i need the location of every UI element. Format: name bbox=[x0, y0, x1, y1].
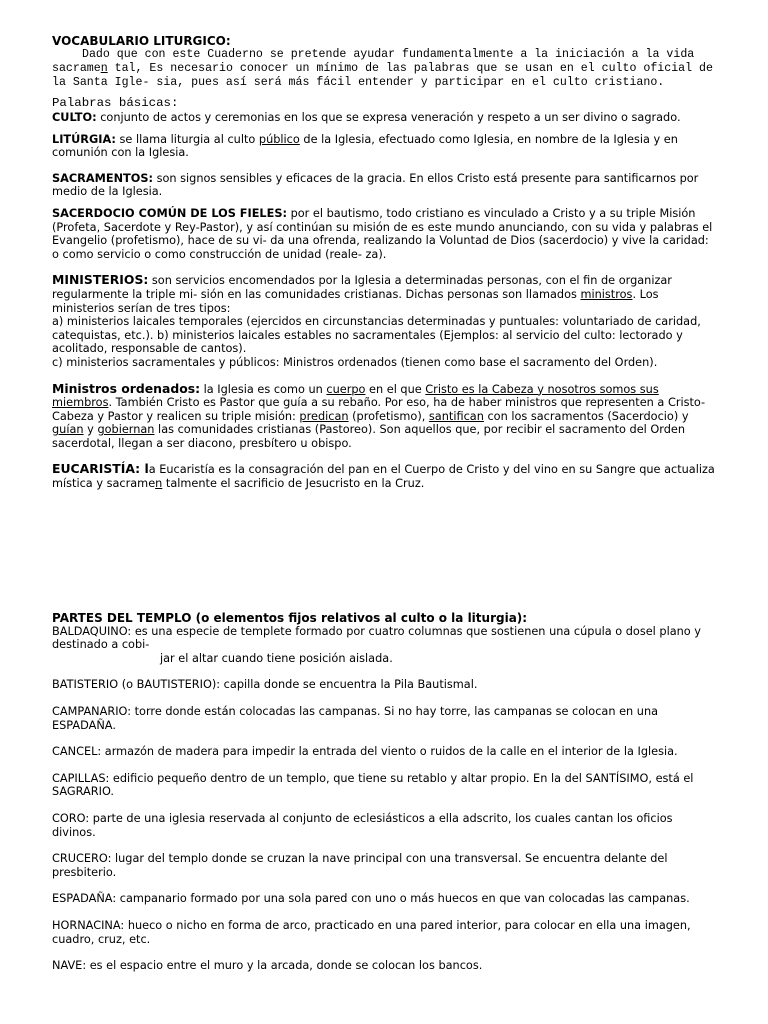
temple-item-hornacina: HORNACINA: hueco o nicho en forma de arco, practicado en una pared interior, para colocar en ella una imagen, cuadro, cruz, etc. bbox=[52, 918, 691, 946]
def-liturgia-2: de la Iglesia, efectuado como Iglesia, en nombre de la Iglesia y en comunión con la Iglesia. bbox=[52, 132, 678, 160]
def-ordenados-4: (profetismo), bbox=[348, 409, 429, 423]
term-ministerios: MINISTERIOS: bbox=[52, 272, 149, 288]
def-liturgia-1: se llama liturgia al culto bbox=[115, 132, 259, 146]
intro-text-a: Dado que con este Cuaderno se pretende ayudar fundamentalmente a la iniciación a la vida sacrame bbox=[52, 48, 695, 75]
def-ordenados-7: las comunidades cristianas (Pastoreo). Son aquellos que, por recibir el sacramento del Orden sacerdotal, llegan a ser diacono, presbítero u obispo. bbox=[52, 423, 686, 450]
def-ministerios-c: c) ministerios sacramentales y públicos: Ministros ordenados (tienen como base el sacramento del Orden). bbox=[52, 355, 658, 369]
term-sacerdocio: SACERDOCIO COMÚN DE LOS FIELES: bbox=[52, 206, 287, 220]
entry-sacerdocio bbox=[52, 207, 716, 261]
def-eucaristia-1: a Eucaristía es la consagración del pan en el Cuerpo de Cristo y del vino en su Sangre que actualiza mística y sacrame bbox=[52, 463, 715, 491]
document-page bbox=[52, 34, 716, 973]
temple-parts-list bbox=[52, 625, 716, 973]
temple-item-crucero: CRUCERO: lugar del templo donde se cruzan la nave principal con una transversal. Se encuentra delante del presbiterio. bbox=[52, 852, 668, 879]
def-eucaristia-underlined: n bbox=[155, 477, 163, 491]
term-eucaristia: EUCARISTÍA: bbox=[52, 461, 141, 477]
temple-item-capillas: CAPILLAS: edificio pequeño dentro de un templo, que tiene su retablo y altar propio. En la del SANTÍSIMO, está el SAGRARIO. bbox=[52, 771, 694, 799]
temple-item-nave: NAVE: es el espacio entre el muro y la arcada, donde se colocan los bancos. bbox=[52, 959, 483, 973]
def-ordenados-u1: cuerpo bbox=[326, 382, 366, 396]
def-ministerios-underlined: ministros bbox=[580, 287, 633, 301]
def-ordenados-6: y bbox=[83, 423, 98, 437]
def-ministerios-1: son servicios encomendados por la Iglesia a determinadas personas, con el fin de organizar regularmente la triple mi- sión en las comunidades cristianas. Dichas personas son llamados bbox=[52, 274, 672, 301]
entry-ministerios bbox=[52, 273, 716, 369]
def-ordenados-5: con los sacramentos (Sacerdocio) y bbox=[483, 409, 689, 423]
intro-text-b: tal, Es necesario conocer un mínimo de las palabras que se usan en el culto oficial de la Santa Igle- sia, pues así será más fácil entender y participar en el culto cristiano. bbox=[52, 62, 713, 89]
def-ministerios-2: . Los ministerios serían de tres tipos: bbox=[52, 287, 659, 315]
def-ordenados-u6: gobiernan bbox=[97, 423, 155, 437]
entry-ordenados bbox=[52, 382, 716, 451]
entry-culto bbox=[52, 111, 716, 125]
temple-item-baldaquino bbox=[52, 625, 716, 666]
def-ordenados-u4: santifican bbox=[428, 409, 484, 423]
intro-paragraph bbox=[52, 48, 716, 90]
def-ordenados-u2: Cristo es la Cabeza y nosotros somos sus miembros bbox=[52, 382, 659, 410]
entry-liturgia bbox=[52, 133, 716, 160]
temple-item-campanario: CAMPANARIO: torre donde están colocadas las campanas. Si no hay torre, las campanas se colocan en una ESPADAÑA. bbox=[52, 705, 659, 732]
def-sacramentos: son signos sensibles y eficaces de la gracia. En ellos Cristo está presente para santificarnos por medio de la Iglesia. bbox=[52, 171, 699, 199]
def-ministerios-a: a) ministerios laicales temporales (ejercidos en circunstancias determinadas y puntuales: voluntariado de caridad, catequistas, etc.). b) ministerios laicales estables no sacramentales (Ejemplos: al servicio del culto: lectorado y acolitado, responsable de cantos). bbox=[52, 315, 701, 356]
def-eucaristia-initial: l bbox=[140, 461, 149, 477]
def-eucaristia-2: talmente el sacrificio de Jesucristo en la Cruz. bbox=[162, 477, 425, 491]
def-ordenados-u5: guían bbox=[52, 423, 84, 437]
vocabulary-title: VOCABULARIO LITURGICO: bbox=[52, 34, 231, 48]
temple-item-coro: CORO: parte de una iglesia reservada al conjunto de eclesiásticos a ella adscrito, los cuales cantan los oficios divinos. bbox=[52, 812, 673, 839]
intro-underlined: n bbox=[100, 62, 108, 75]
def-ordenados-1: la Iglesia es como un bbox=[200, 382, 327, 396]
def-ordenados-3: . También Cristo es Pastor que guía a su rebaño. Por eso, ha de haber ministros que representen a Cristo-Cabeza y Pastor y realicen su triple misión: bbox=[52, 396, 706, 423]
basic-words-subtitle: Palabras básicas: bbox=[52, 96, 179, 110]
temple-item-batisterio: BATISTERIO (o BAUTISTERIO): capilla donde se encuentra la Pila Bautismal. bbox=[52, 678, 478, 692]
def-ordenados-2: en el que bbox=[365, 382, 426, 396]
term-culto: CULTO: bbox=[52, 111, 97, 124]
def-culto: conjunto de actos y ceremonias en los que se expresa veneración y respeto a un ser divino o sagrado. bbox=[96, 111, 681, 124]
def-liturgia-underlined: público bbox=[258, 132, 300, 146]
baldaquino-text-a: BALDAQUINO: es una especie de templete formado por cuatro columnas que sostienen una cúpula o dosel plano y destinado a cobi- bbox=[52, 624, 701, 652]
entry-sacramentos bbox=[52, 172, 716, 199]
def-ordenados-u3: predican bbox=[299, 409, 349, 423]
term-ordenados: Ministros ordenados: bbox=[52, 380, 201, 396]
temple-parts-title: PARTES DEL TEMPLO (o elementos fijos relativos al culto o la liturgia): bbox=[52, 610, 528, 625]
def-sacerdocio: por el bautismo, todo cristiano es vinculado a Cristo y a su triple Misión (Profeta, Sacerdote y Rey-Pastor), y así continúan su misión de es este mundo anunciando, con su vida y palabras el Evangelio (profetismo), hace de su vi- da una ofrenda, realizando la Voluntad de Dios (sacerdocio) y vive la caridad: o como servicio o como construcción de unidad (reale- za). bbox=[52, 206, 713, 261]
entry-eucaristia bbox=[52, 462, 716, 490]
term-liturgia: LITÚRGIA: bbox=[52, 132, 116, 146]
temple-item-cancel: CANCEL: armazón de madera para impedir la entrada del viento o ruidos de la calle en el interior de la Iglesia. bbox=[52, 745, 678, 759]
baldaquino-text-b: jar el altar cuando tiene posición aislada. bbox=[160, 651, 393, 665]
temple-item-espadana: ESPADAÑA: campanario formado por una sola pared con uno o más huecos en que van colocadas las campanas. bbox=[52, 892, 690, 906]
term-sacramentos: SACRAMENTOS: bbox=[52, 171, 153, 185]
